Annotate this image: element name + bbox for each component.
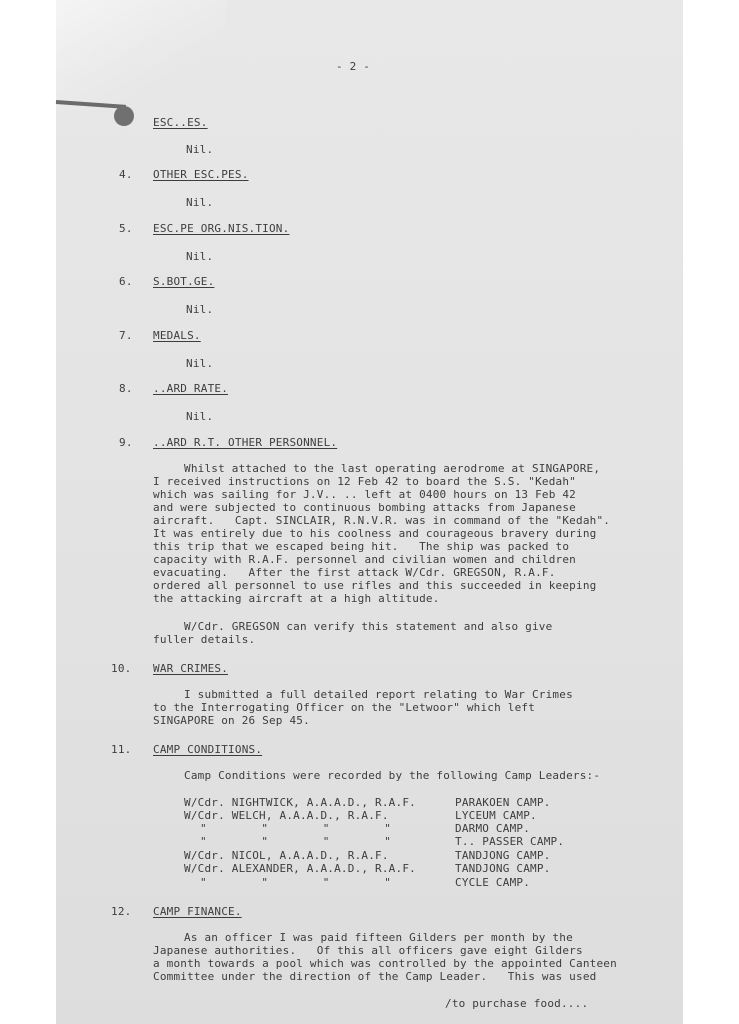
section-8-number: 8. — [119, 382, 133, 395]
paper-crease — [56, 0, 226, 110]
section-9-line: evacuating. After the first attack W/Cdr. GREGSON, R.A.F. — [153, 566, 556, 579]
leader-name: " " " " — [200, 822, 392, 835]
leader-camp: TANDJONG CAMP. — [455, 862, 551, 875]
section-4-body: Nil. — [186, 196, 214, 209]
leader-camp: T.. PASSER CAMP. — [455, 835, 565, 848]
section-10-line: I submitted a full detailed report relating to War Crimes — [184, 688, 573, 701]
section-5-body: Nil. — [186, 250, 214, 263]
section-7-heading: MEDALS. — [153, 329, 201, 342]
section-6-body: Nil. — [186, 303, 214, 316]
section-10-line: SINGAPORE on 26 Sep 45. — [153, 714, 310, 727]
section-12-number: 12. — [111, 905, 132, 918]
leader-name: " " " " — [200, 876, 392, 889]
leader-name: W/Cdr. ALEXANDER, A.A.A.D., R.A.F. — [184, 862, 416, 875]
section-6-heading: S.BOT.GE. — [153, 275, 215, 288]
section-5-heading: ESC.PE ORG.NIS.TION. — [153, 222, 290, 235]
page-number: - 2 - — [336, 60, 371, 73]
leader-camp: PARAKOEN CAMP. — [455, 796, 551, 809]
section-10-line: to the Interrogating Officer on the "Letwoor" which left — [153, 701, 536, 714]
leader-camp: DARMO CAMP. — [455, 822, 531, 835]
section-7-body: Nil. — [186, 357, 214, 370]
section-9-line: and were subjected to continuous bombing attacks from Japanese — [153, 501, 576, 514]
section-9-line: I received instructions on 12 Feb 42 to board the S.S. "Kedah" — [153, 475, 576, 488]
section-10-heading: WAR CRIMES. — [153, 662, 229, 675]
leader-name: W/Cdr. WELCH, A.A.A.D., R.A.F. — [184, 809, 389, 822]
section-11-intro: Camp Conditions were recorded by the following Camp Leaders:- — [184, 769, 601, 782]
section-3-heading: ESC..ES. — [153, 116, 208, 129]
section-11-heading: CAMP CONDITIONS. — [153, 743, 263, 756]
section-9-line: It was entirely due to his coolness and courageous bravery during — [153, 527, 597, 540]
section-10-number: 10. — [111, 662, 132, 675]
leader-name: " " " " — [200, 835, 392, 848]
section-8-body: Nil. — [186, 410, 214, 423]
section-7-number: 7. — [119, 329, 133, 342]
section-12-line: a month towards a pool which was controlled by the appointed Canteen — [153, 957, 617, 970]
section-9-line: aircraft. Capt. SINCLAIR, R.N.V.R. was in command of the "Kedah". — [153, 514, 611, 527]
continuation-note: /to purchase food.... — [445, 997, 589, 1010]
section-9-line: fuller details. — [153, 633, 256, 646]
section-6-number: 6. — [119, 275, 133, 288]
section-9-line: W/Cdr. GREGSON can verify this statement and also give — [184, 620, 553, 633]
section-12-line: Committee under the direction of the Camp Leader. This was used — [153, 970, 597, 983]
section-3-body: Nil. — [186, 143, 214, 156]
section-5-number: 5. — [119, 222, 133, 235]
section-4-number: 4. — [119, 168, 133, 181]
section-12-line: Japanese authorities. Of this all officers gave eight Gilders — [153, 944, 583, 957]
leader-camp: TANDJONG CAMP. — [455, 849, 551, 862]
section-12-line: As an officer I was paid fifteen Gilders per month by the — [184, 931, 573, 944]
section-9-line: ordered all personnel to use rifles and this succeeded in keeping — [153, 579, 597, 592]
leader-camp: LYCEUM CAMP. — [455, 809, 537, 822]
punch-hole — [114, 106, 134, 126]
section-9-line: the attacking aircraft at a high altitude. — [153, 592, 440, 605]
section-9-line: this trip that we escaped being hit. The ship was packed to — [153, 540, 570, 553]
section-11-number: 11. — [111, 743, 132, 756]
section-9-line: which was sailing for J.V.. .. left at 0400 hours on 13 Feb 42 — [153, 488, 576, 501]
section-9-heading: ..ARD R.T. OTHER PERSONNEL. — [153, 436, 338, 449]
section-4-heading: OTHER ESC.PES. — [153, 168, 249, 181]
leader-name: W/Cdr. NICOL, A.A.A.D., R.A.F. — [184, 849, 389, 862]
section-8-heading: ..ARD RATE. — [153, 382, 229, 395]
section-9-number: 9. — [119, 436, 133, 449]
section-12-heading: CAMP FINANCE. — [153, 905, 242, 918]
leader-camp: CYCLE CAMP. — [455, 876, 531, 889]
leader-name: W/Cdr. NIGHTWICK, A.A.A.D., R.A.F. — [184, 796, 416, 809]
section-9-line: Whilst attached to the last operating aerodrome at SINGAPORE, — [184, 462, 601, 475]
section-9-line: capacity with R.A.F. personnel and civilian women and children — [153, 553, 576, 566]
